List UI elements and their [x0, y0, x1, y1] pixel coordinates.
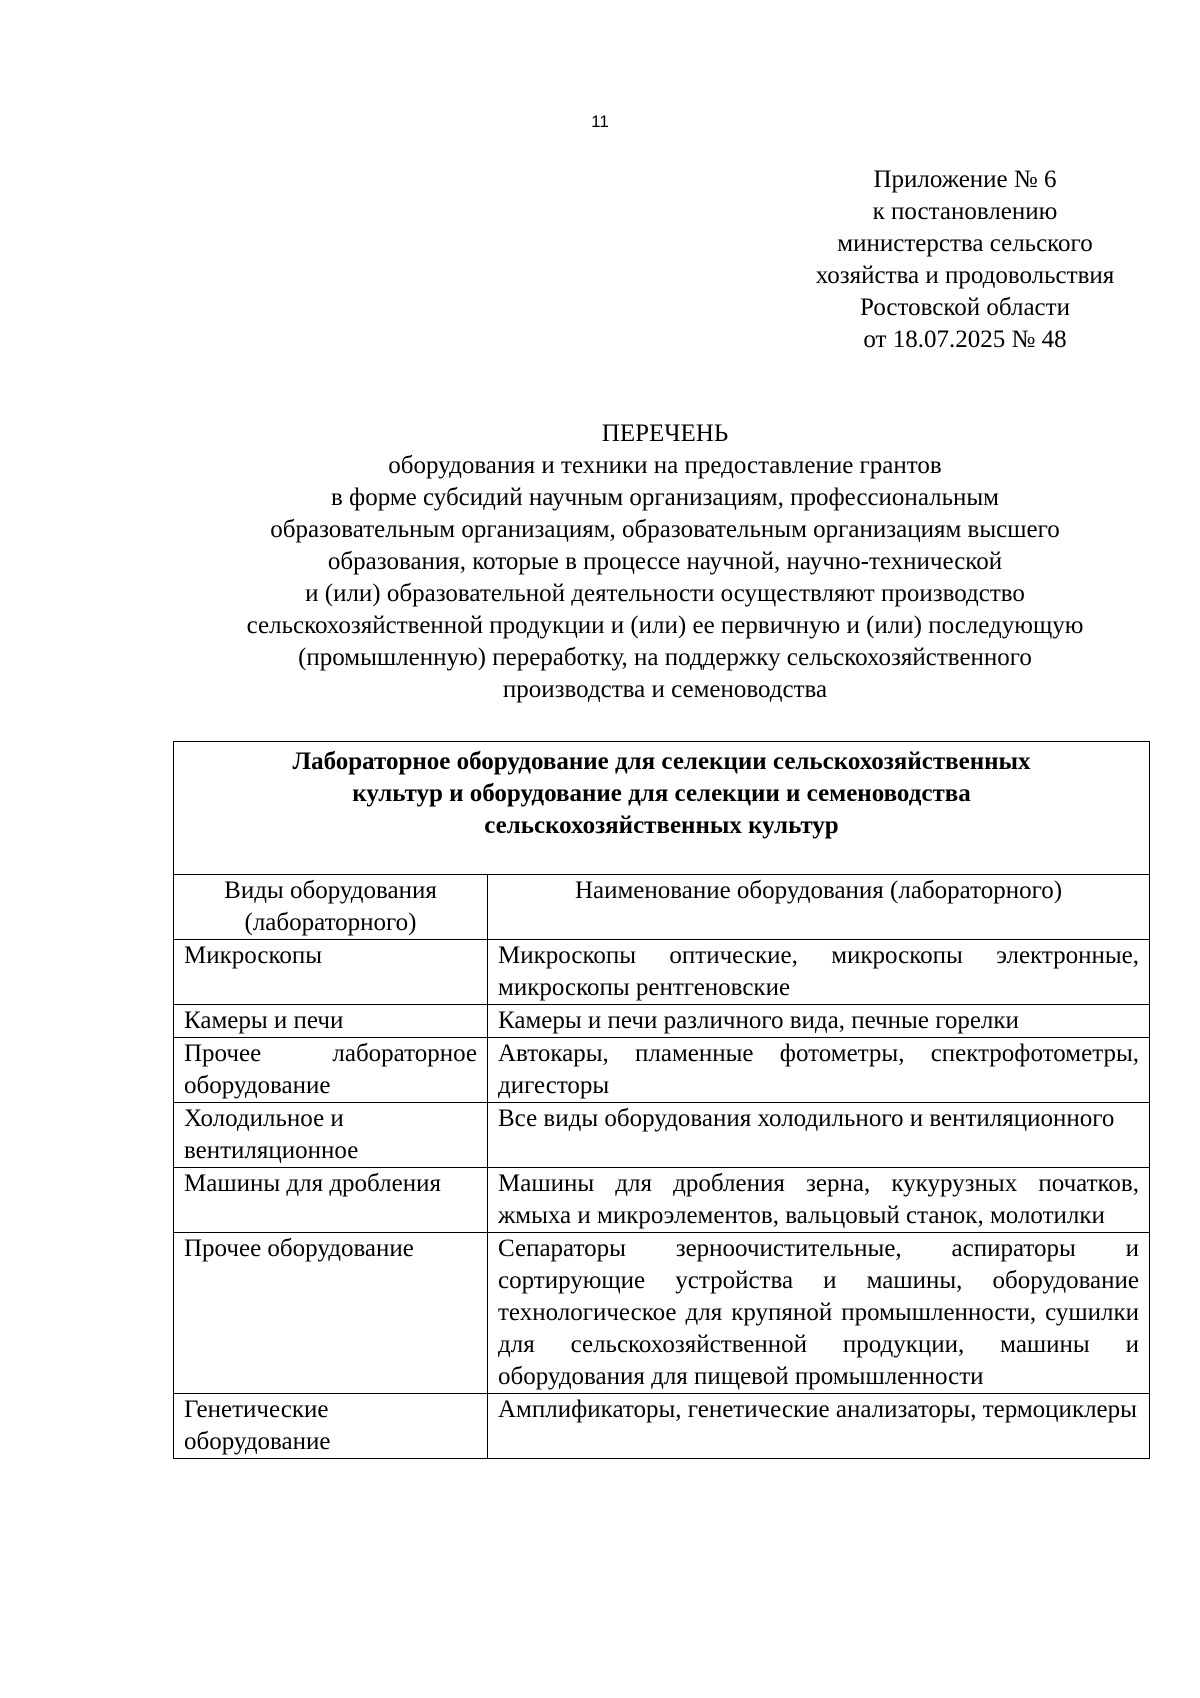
section-heading	[174, 742, 1150, 875]
equipment-type-cell: Прочее лабораторное оборудование	[174, 1038, 488, 1103]
equipment-type-cell: Прочее оборудование	[174, 1233, 488, 1394]
equipment-name-cell: Все виды оборудования холодильного и вентиляционного	[488, 1103, 1150, 1168]
equipment-type-cell: Холодильное и вентиляционное	[174, 1103, 488, 1168]
title-heading: ПЕРЕЧЕНЬ	[601, 420, 729, 447]
appendix-line: от 18.07.2025 № 48	[863, 326, 1067, 353]
document-title	[120, 418, 1200, 706]
title-line: производства и семеноводства	[502, 676, 828, 703]
page-number: 11	[591, 112, 609, 131]
appendix-block	[755, 164, 1175, 356]
table-row	[174, 1103, 1150, 1168]
equipment-table	[173, 741, 1150, 1459]
appendix-line: к постановлению	[872, 198, 1058, 225]
equipment-name-cell: Машины для дробления зерна, кукурузных початков, жмыха и микроэлементов, вальцовый станок, молотилки	[488, 1168, 1150, 1233]
table-row	[174, 1394, 1150, 1459]
equipment-name-cell: Амплификаторы, генетические анализаторы, термоциклеры	[488, 1394, 1150, 1459]
title-line: сельскохозяйственной продукции и (или) ее первичную и (или) последующую	[246, 612, 1084, 639]
table-row	[174, 940, 1150, 1005]
appendix-line: Ростовской области	[860, 294, 1070, 321]
table-row	[174, 1168, 1150, 1233]
title-line: в форме субсидий научным организациям, профессиональным	[330, 484, 1000, 511]
equipment-type-cell: Микроскопы	[174, 940, 488, 1005]
table-row	[174, 1005, 1150, 1038]
column-header-name: Наименование оборудования (лабораторного)	[488, 875, 1150, 940]
equipment-type-cell: Генетические оборудование	[174, 1394, 488, 1459]
equipment-name-cell: Микроскопы оптические, микроскопы электронные, микроскопы рентгеновские	[488, 940, 1150, 1005]
title-line: и (или) образовательной деятельности осуществляют производство	[305, 580, 1025, 607]
equipment-name-cell: Камеры и печи различного вида, печные горелки	[488, 1005, 1150, 1038]
title-line: оборудования и техники на предоставление грантов	[388, 452, 942, 479]
equipment-type-cell: Камеры и печи	[174, 1005, 488, 1038]
column-header-type: Виды оборудования (лабораторного)	[174, 875, 488, 940]
title-line: (промышленную) переработку, на поддержку сельскохозяйственного	[298, 644, 1032, 671]
section-heading-line: культур и оборудование для селекции и семеноводства	[352, 780, 971, 807]
table-row	[174, 1233, 1150, 1394]
equipment-type-cell: Машины для дробления	[174, 1168, 488, 1233]
section-heading-line: сельскохозяйственных культур	[484, 812, 839, 839]
appendix-line: министерства сельского	[837, 230, 1093, 257]
appendix-line: Приложение № 6	[873, 166, 1057, 193]
equipment-name-cell: Сепараторы зерноочистительные, аспираторы и сортирующие устройства и машины, оборудование технологическое для крупяной промышленности, сушилки для сельскохозяйственной продукции, машины и оборудования для пищевой промышленности	[488, 1233, 1150, 1394]
title-line: образования, которые в процессе научной, научно-технической	[327, 548, 1003, 575]
table-row	[174, 1038, 1150, 1103]
table-header-row	[174, 875, 1150, 940]
equipment-name-cell: Автокары, пламенные фотометры, спектрофотометры, дигесторы	[488, 1038, 1150, 1103]
section-heading-line: Лабораторное оборудование для селекции сельскохозяйственных	[292, 748, 1031, 775]
title-line: образовательным организациям, образовательным организациям высшего	[270, 516, 1060, 543]
table-section-row	[174, 742, 1150, 875]
appendix-line: хозяйства и продовольствия	[815, 262, 1115, 289]
